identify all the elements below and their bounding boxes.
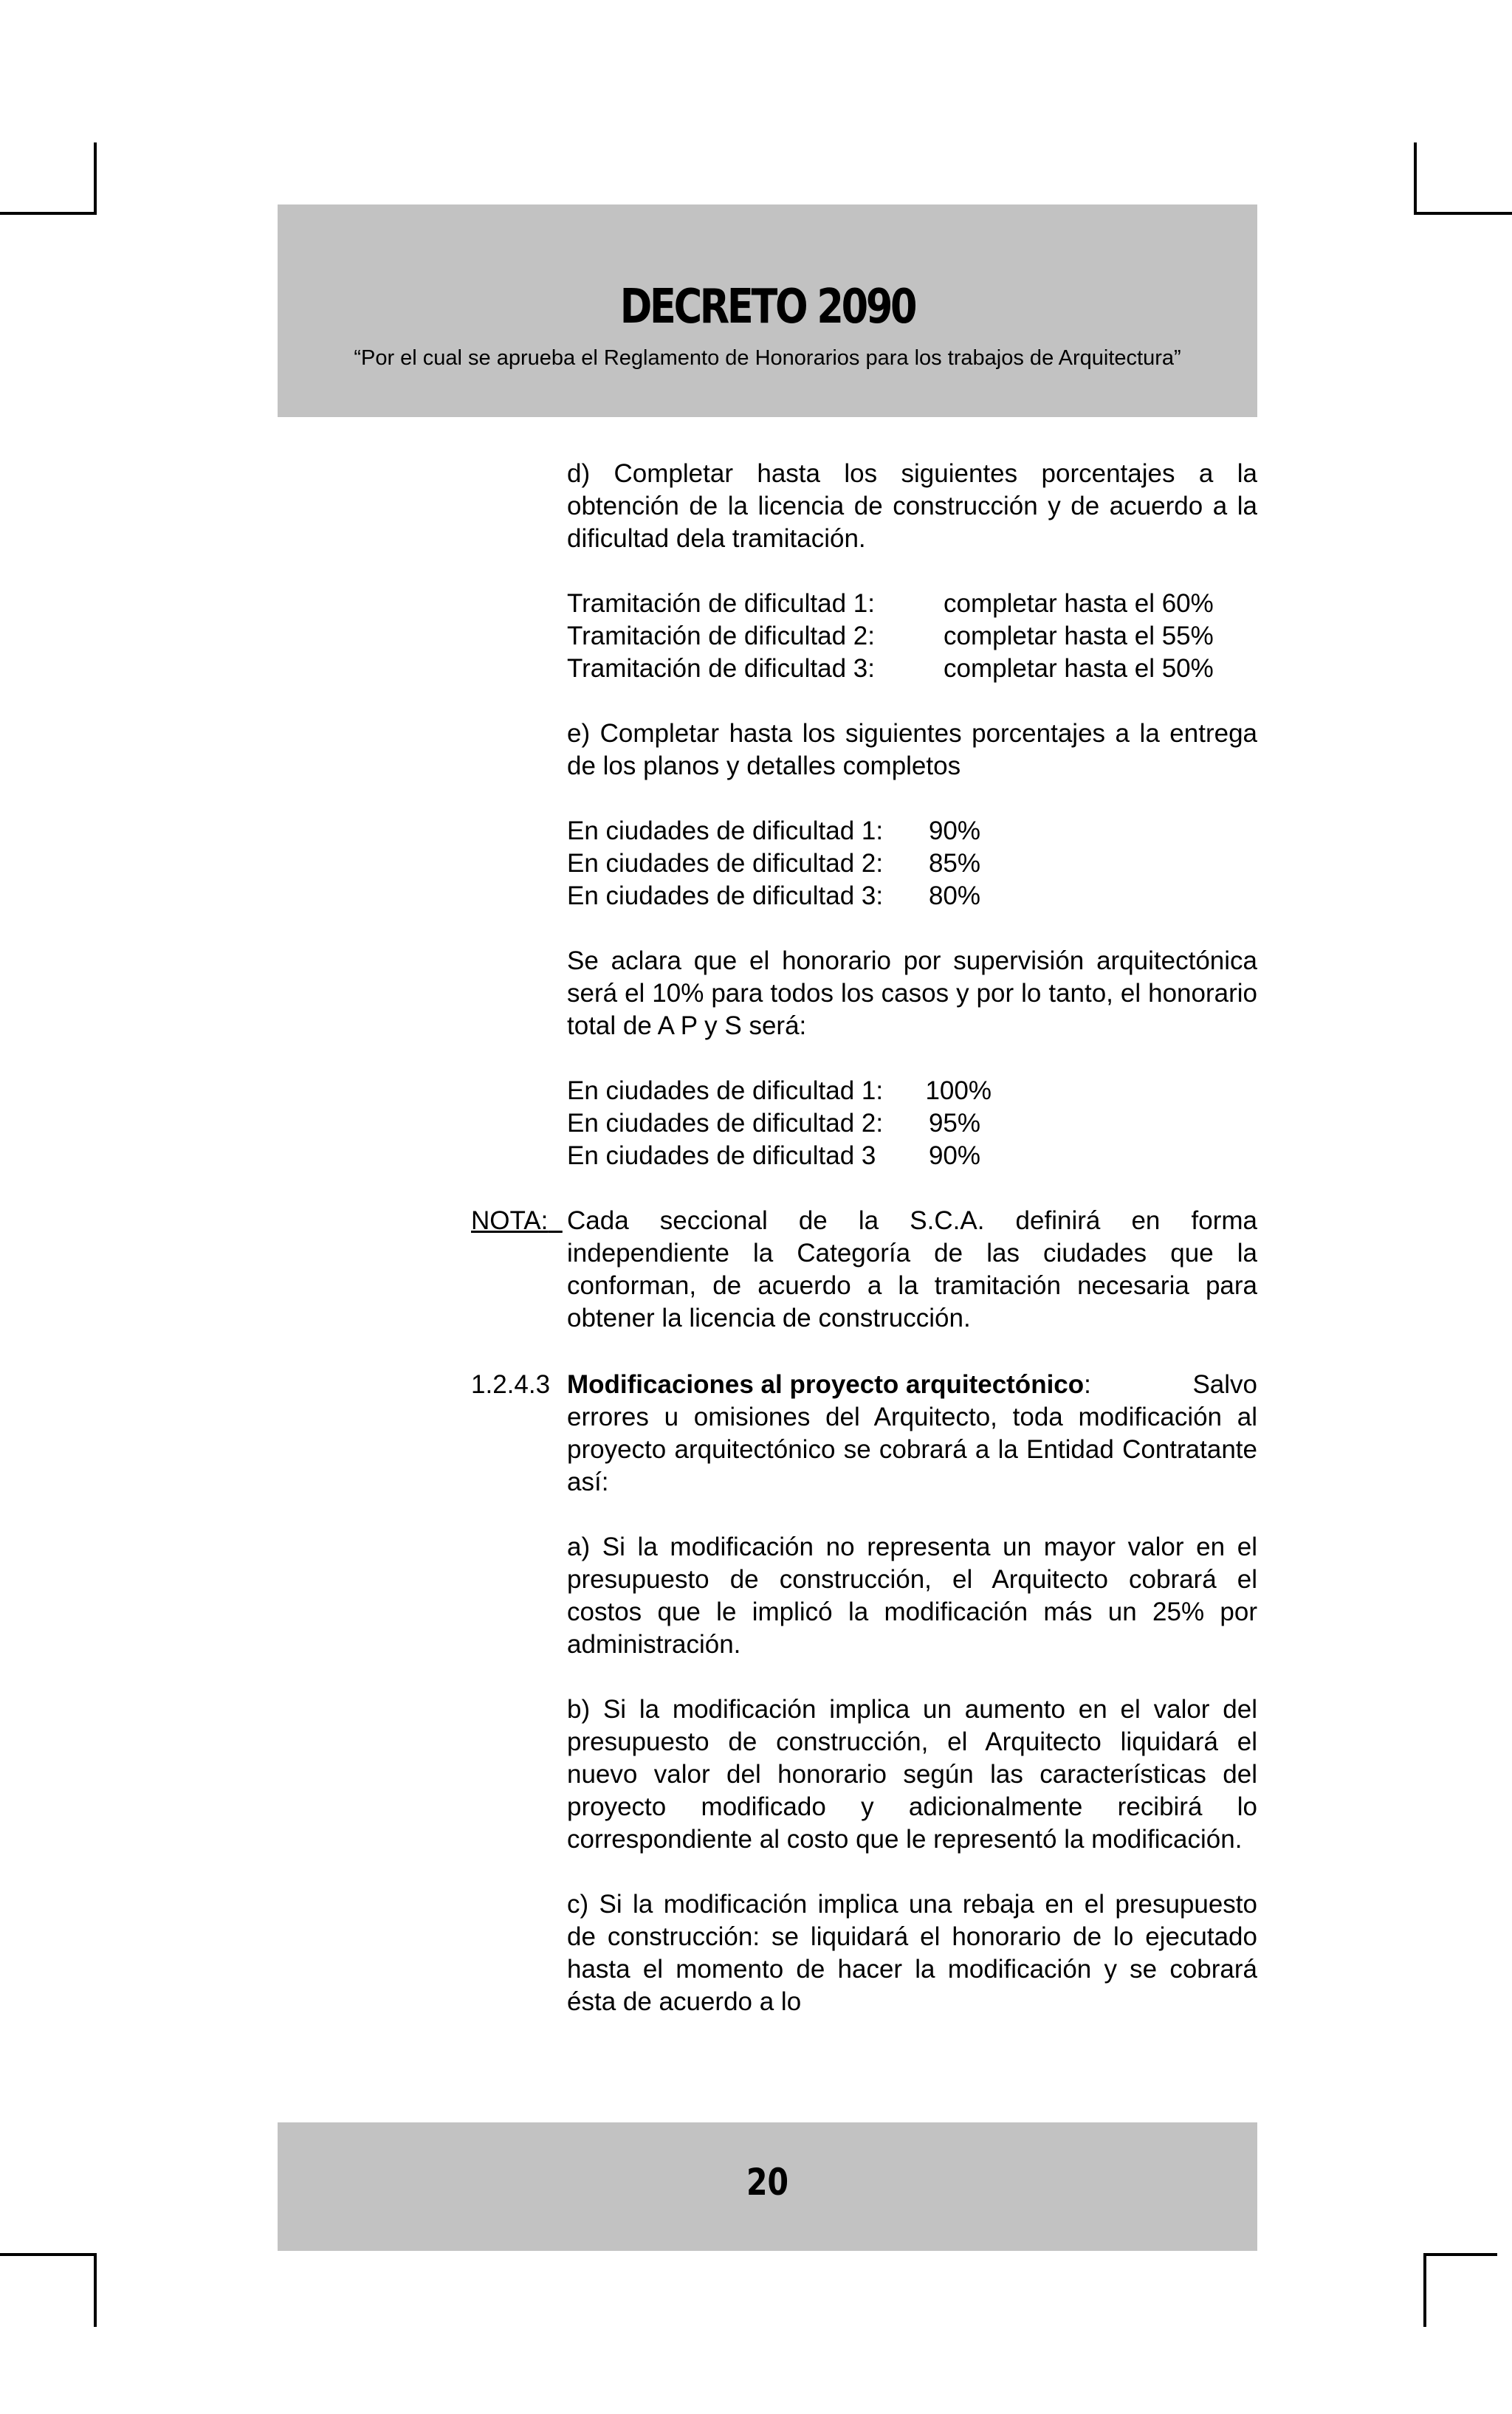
section-body [567,1369,1257,2018]
section-intro: errores u omisiones del Arquitecto, toda modificación al proyecto arquitectónico se cobrará a la Entidad Contratante así: [567,1403,1257,1496]
section-heading-line: Modificaciones al proyecto arquitectónico: Salvo [567,1369,1257,1401]
list-item: En ciudades de dificultad 1: 90% [567,816,980,845]
section-1243 [471,1369,1257,2018]
note-text: Cada seccional de la S.C.A. definirá en forma independiente la Categoría de las ciudades que la conforman, de acuerdo a la tramitación necesaria para obtener la licencia de construcción. [567,1206,1257,1332]
section-number: 1.2.4.3 [471,1370,551,1399]
section-e-text: e) Completar hasta los siguientes porcentajes a la entrega de los planos y detalles completos [567,719,1257,780]
note-block [471,1205,1257,1335]
crop-mark-top-right [1414,142,1417,215]
crop-mark-top-left [94,142,97,215]
section-title: Modificaciones al proyecto arquitectónico [567,1370,1085,1399]
list-item: En ciudades de dificultad 2: 95% [567,1109,980,1138]
crop-mark-top-right [1414,212,1512,215]
list-item: Tramitación de dificultad 1: completar hasta el 60% [567,589,1214,618]
list-item: En ciudades de dificultad 3: 80% [567,881,980,910]
list-item: En ciudades de dificultad 2: 85% [567,849,980,878]
section-item-c: c) Si la modificación implica una rebaja en el presupuesto de construcción: se liquidará el honorario de lo ejecutado hasta el momento de hacer la modificación y se cobrará ésta de acuerdo a lo [567,1890,1257,2016]
main-content [567,458,1257,1172]
supervision-text: Se aclara que el honorario por supervisión arquitectónica será el 10% para todos los casos y por lo tanto, el honorario total de A P y S será: [567,946,1257,1040]
list-item: En ciudades de dificultad 1: 100% [567,1076,992,1105]
section-first-word: Salvo [1192,1370,1257,1399]
list-item: Tramitación de dificultad 3: completar hasta el 50% [567,654,1214,683]
crop-mark-top-left [0,212,97,215]
crop-mark-bottom-right [1423,2253,1497,2256]
section-item-a: a) Si la modificación no representa un mayor valor en el presupuesto de construcción, el Arquitecto cobrará el costos que le implicó la modificación más un 25% por administración. [567,1533,1257,1659]
footer-banner [278,2122,1257,2251]
note-label: NOTA: [471,1206,549,1235]
document-title: DECRETO 2090 [619,280,915,334]
list-item: En ciudades de dificultad 3 90% [567,1141,980,1170]
supervision-list [567,1075,1257,1172]
page-number: 20 [746,2161,789,2204]
section-item-b: b) Si la modificación implica un aumento en el valor del presupuesto de construcción, el Arquitecto liquidará el nuevo valor del honorario según las características del proyecto modificado y adicionalmente recibirá lo correspondiente al costo que le representó la modificación. [567,1695,1257,1854]
section-e-list [567,815,1257,912]
list-item: Tramitación de dificultad 2: completar hasta el 55% [567,622,1214,650]
crop-mark-bottom-right [1423,2253,1426,2327]
section-d-text: d) Completar hasta los siguientes porcentajes a la obtención de la licencia de construcción y de acuerdo a la dificultad dela tramitación. [567,459,1257,553]
header-banner [278,204,1257,417]
crop-mark-bottom-left [94,2253,97,2327]
document-subtitle: “Por el cual se aprueba el Reglamento de Honorarios para los trabajos de Arquitectura” [354,346,1181,370]
section-d-list [567,588,1257,685]
crop-mark-bottom-left [0,2253,97,2256]
